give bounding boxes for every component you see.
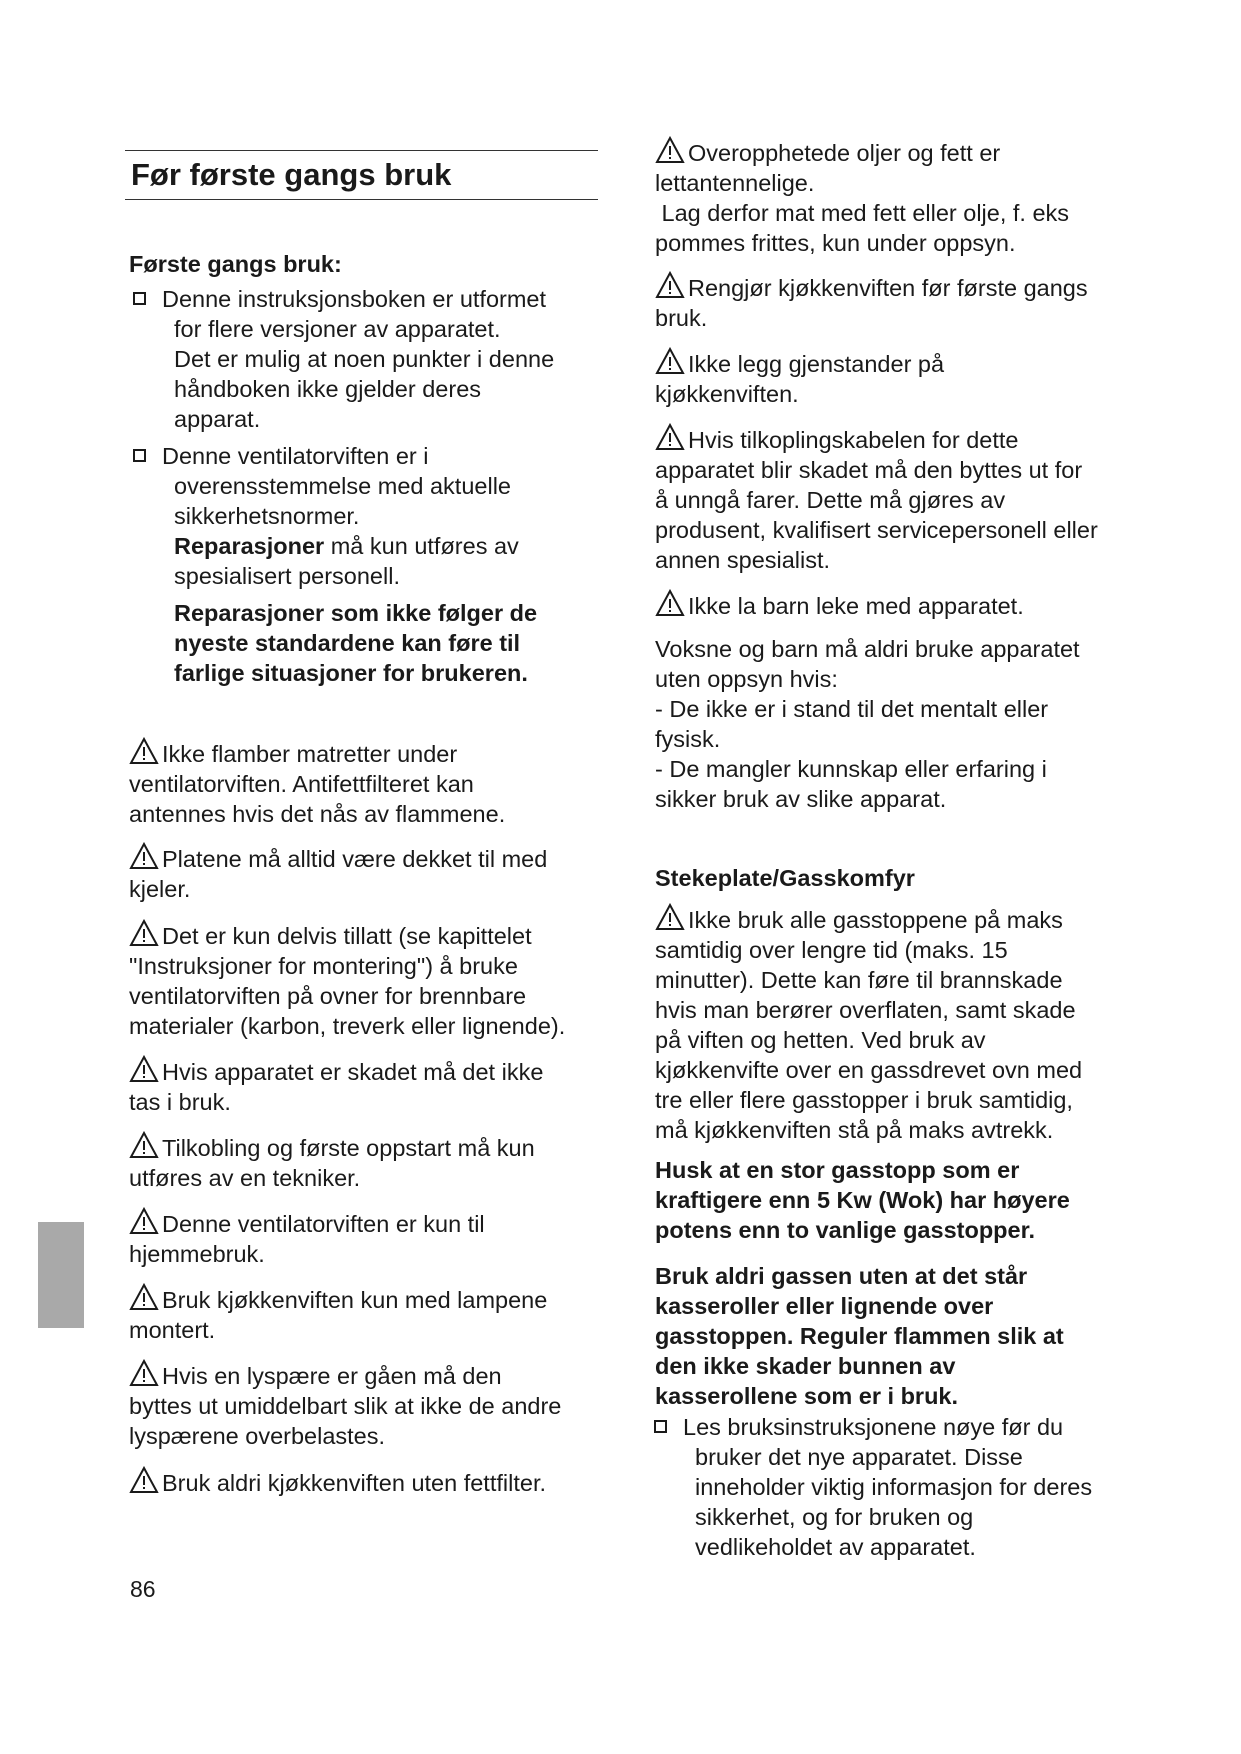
bullet-instructions <box>127 284 644 434</box>
text-line: lettantennelige. <box>655 170 815 196</box>
warning-triangle-icon <box>129 1359 159 1387</box>
section-header <box>125 150 598 200</box>
warning-triangle-icon <box>129 1055 159 1083</box>
warning-triangle-icon <box>655 347 685 375</box>
text-line: Denne instruksjonsboken er utformet <box>162 286 547 312</box>
page-title: Før første gangs bruk <box>131 157 452 192</box>
text-line: den ikke skader bunnen av <box>655 1353 956 1379</box>
text-line: potens enn to vanlige gasstopper. <box>655 1217 1035 1243</box>
text-line: Hvis apparatet er skadet må det ikke <box>162 1059 544 1085</box>
text-line: "Instruksjoner for montering") å bruke <box>129 953 518 979</box>
text-line: - De mangler kunnskap eller erfaring i <box>655 756 1047 782</box>
text-line: hvis man berører overflaten, samt skade <box>655 997 1076 1023</box>
bullet-safety-norms <box>127 441 644 591</box>
text-line: Hvis en lyspære er gåen må den <box>162 1363 502 1389</box>
wok-note-bold <box>655 1155 1125 1245</box>
text-line: kraftigere enn 5 Kw (Wok) har høyere <box>655 1187 1070 1213</box>
language-side-tab <box>38 1222 84 1328</box>
warning-technician <box>129 1131 599 1193</box>
text-line: kjeler. <box>129 876 191 902</box>
text-line: ventilatorviften. Antifettfilteret kan <box>129 771 474 797</box>
warning-triangle-icon <box>129 737 159 765</box>
text-line: utføres av en tekniker. <box>129 1165 361 1191</box>
warning-triangle-icon <box>129 1466 159 1494</box>
warning-cable <box>655 423 1135 575</box>
warning-bulb <box>129 1359 609 1451</box>
text-line: Bruk kjøkkenviften kun med lampene <box>162 1287 548 1313</box>
text-line: montert. <box>129 1317 216 1343</box>
header-rule-bottom <box>125 199 598 200</box>
warning-triangle-icon <box>655 423 685 451</box>
checkbox-icon <box>133 292 146 305</box>
text-line: Det er kun delvis tillatt (se kapittelet <box>162 923 532 949</box>
text-line: tre eller flere gasstopper i bruk samtidig, <box>655 1087 1073 1113</box>
text-line: bruk. <box>655 305 708 331</box>
text-line: kjøkkenviften. <box>655 381 799 407</box>
text-line: produsent, kvalifisert servicepersonell eller <box>655 517 1098 543</box>
text-line: gasstoppen. Reguler flammen slik at <box>655 1323 1064 1349</box>
text-line: Bruk aldri kjøkkenviften uten fettfilter. <box>162 1470 546 1496</box>
text-line: uten oppsyn hvis: <box>655 666 838 692</box>
text-line: - De ikke er i stand til det mentalt eller <box>655 696 1049 722</box>
text-line: må kjøkkenviften stå på maks avtrekk. <box>655 1117 1054 1143</box>
warning-flambe <box>129 737 599 829</box>
text-line: materialer (karbon, treverk eller lignende). <box>129 1013 566 1039</box>
text-line: håndboken ikke gjelder deres <box>174 376 482 402</box>
subhead-hob-gas: Stekeplate/Gasskomfyr <box>655 865 915 891</box>
text-line: Denne ventilatorviften er i <box>162 443 429 469</box>
warning-gas-burners <box>655 903 1135 1145</box>
text-line: apparatet blir skadet må den byttes ut for <box>655 457 1083 483</box>
warning-triangle-icon <box>129 842 159 870</box>
text-line: vedlikeholdet av apparatet. <box>695 1534 976 1560</box>
warning-lamps <box>129 1283 599 1345</box>
text-line: Tilkobling og første oppstart må kun <box>162 1135 535 1161</box>
text-line: byttes ut umiddelbart slik at ikke de andre <box>129 1393 562 1419</box>
text-line: pommes frittes, kun under oppsyn. <box>655 230 1016 256</box>
warning-triangle-icon <box>129 1131 159 1159</box>
warning-children-play <box>655 589 1125 621</box>
text-line: må kun utføres av <box>324 533 519 559</box>
warning-triangle-icon <box>655 903 685 931</box>
text-line: tas i bruk. <box>129 1089 231 1115</box>
text-line: inneholder viktig informasjon for deres <box>695 1474 1093 1500</box>
supervision-paragraph <box>655 634 1125 814</box>
text-line: Voksne og barn må aldri bruke apparatet <box>655 636 1080 662</box>
text-line: Platene må alltid være dekket til med <box>162 846 548 872</box>
text-line: Husk at en stor gasstopp som er <box>655 1157 1020 1183</box>
gas-flame-note-bold <box>655 1261 1125 1411</box>
text-line: Hvis tilkoplingskabelen for dette <box>688 427 1019 453</box>
text-line: på viften og hetten. Ved bruk av <box>655 1027 986 1053</box>
warning-triangle-icon <box>129 1207 159 1235</box>
bullet-read-instructions <box>648 1412 1175 1562</box>
text-line: minutter). Dette kan føre til brannskade <box>655 967 1063 993</box>
warning-plates <box>129 842 599 904</box>
text-line: fysisk. <box>655 726 721 752</box>
text-line: sikker bruk av slike apparat. <box>655 786 947 812</box>
text-line: spesialisert personell. <box>174 563 400 589</box>
text-line: Lag derfor mat med fett eller olje, f. eks <box>655 200 1070 226</box>
text-line: lyspærene overbelastes. <box>129 1423 386 1449</box>
warning-damaged <box>129 1055 599 1117</box>
text-line: nyeste standardene kan føre til <box>174 630 521 656</box>
text-line: annen spesialist. <box>655 547 831 573</box>
text-line: overensstemmelse med aktuelle <box>174 473 511 499</box>
warning-triangle-icon <box>129 919 159 947</box>
text-line: kasserollene som er i bruk. <box>655 1383 959 1409</box>
text-line: kasseroller eller lignende over <box>655 1293 994 1319</box>
text-line: Overopphetede oljer og fett er <box>688 140 1001 166</box>
text-line: sikkerhet, og for bruken og <box>695 1504 974 1530</box>
text-line: bruker det nye apparatet. Disse <box>695 1444 1023 1470</box>
text-line: Det er mulig at noen punkter i denne <box>174 346 555 372</box>
warning-triangle-icon <box>655 589 685 617</box>
text-line: apparat. <box>174 406 261 432</box>
text-line: Rengjør kjøkkenviften før første gangs <box>688 275 1088 301</box>
warning-triangle-icon <box>655 136 685 164</box>
warning-no-objects <box>655 347 1125 409</box>
checkbox-icon <box>133 449 146 462</box>
text-line: Denne ventilatorviften er kun til <box>162 1211 485 1237</box>
text-line: samtidig over lengre tid (maks. 15 <box>655 937 1008 963</box>
text-line: Ikke flamber matretter under <box>162 741 458 767</box>
page-number: 86 <box>130 1576 156 1602</box>
warning-clean-first <box>655 271 1125 333</box>
text-line: ventilatorviften på ovner for brennbare <box>129 983 527 1009</box>
text-line: antennes hvis det nås av flammene. <box>129 801 506 827</box>
text-line: hjemmebruk. <box>129 1241 265 1267</box>
text-line: Reparasjoner <box>174 533 325 559</box>
text-line: Ikke legg gjenstander på <box>688 351 945 377</box>
warning-hot-oil <box>655 136 1125 258</box>
text-line: Les bruksinstruksjonene nøye før du <box>683 1414 1064 1440</box>
warning-triangle-icon <box>129 1283 159 1311</box>
warning-ovens <box>129 919 609 1041</box>
text-line: Bruk aldri gassen uten at det står <box>655 1263 1028 1289</box>
text-line: Ikke bruk alle gasstoppene på maks <box>688 907 1063 933</box>
warning-grease-filter <box>129 1466 599 1498</box>
text-line: sikkerhetsnormer. <box>174 503 360 529</box>
warning-home-use <box>129 1207 599 1269</box>
text-line: for flere versjoner av apparatet. <box>174 316 501 342</box>
subhead-first-use: Første gangs bruk: <box>129 251 342 277</box>
checkbox-icon <box>654 1420 667 1433</box>
text-line: Reparasjoner som ikke følger de <box>174 600 538 626</box>
warning-triangle-icon <box>655 271 685 299</box>
text-line: farlige situasjoner for brukeren. <box>174 660 528 686</box>
text-line: kjøkkenvifte over en gassdrevet ovn med <box>655 1057 1083 1083</box>
repair-warning-bold <box>174 598 604 688</box>
text-line: Ikke la barn leke med apparatet. <box>688 593 1024 619</box>
text-line: å unngå farer. Dette må gjøres av <box>655 487 1006 513</box>
